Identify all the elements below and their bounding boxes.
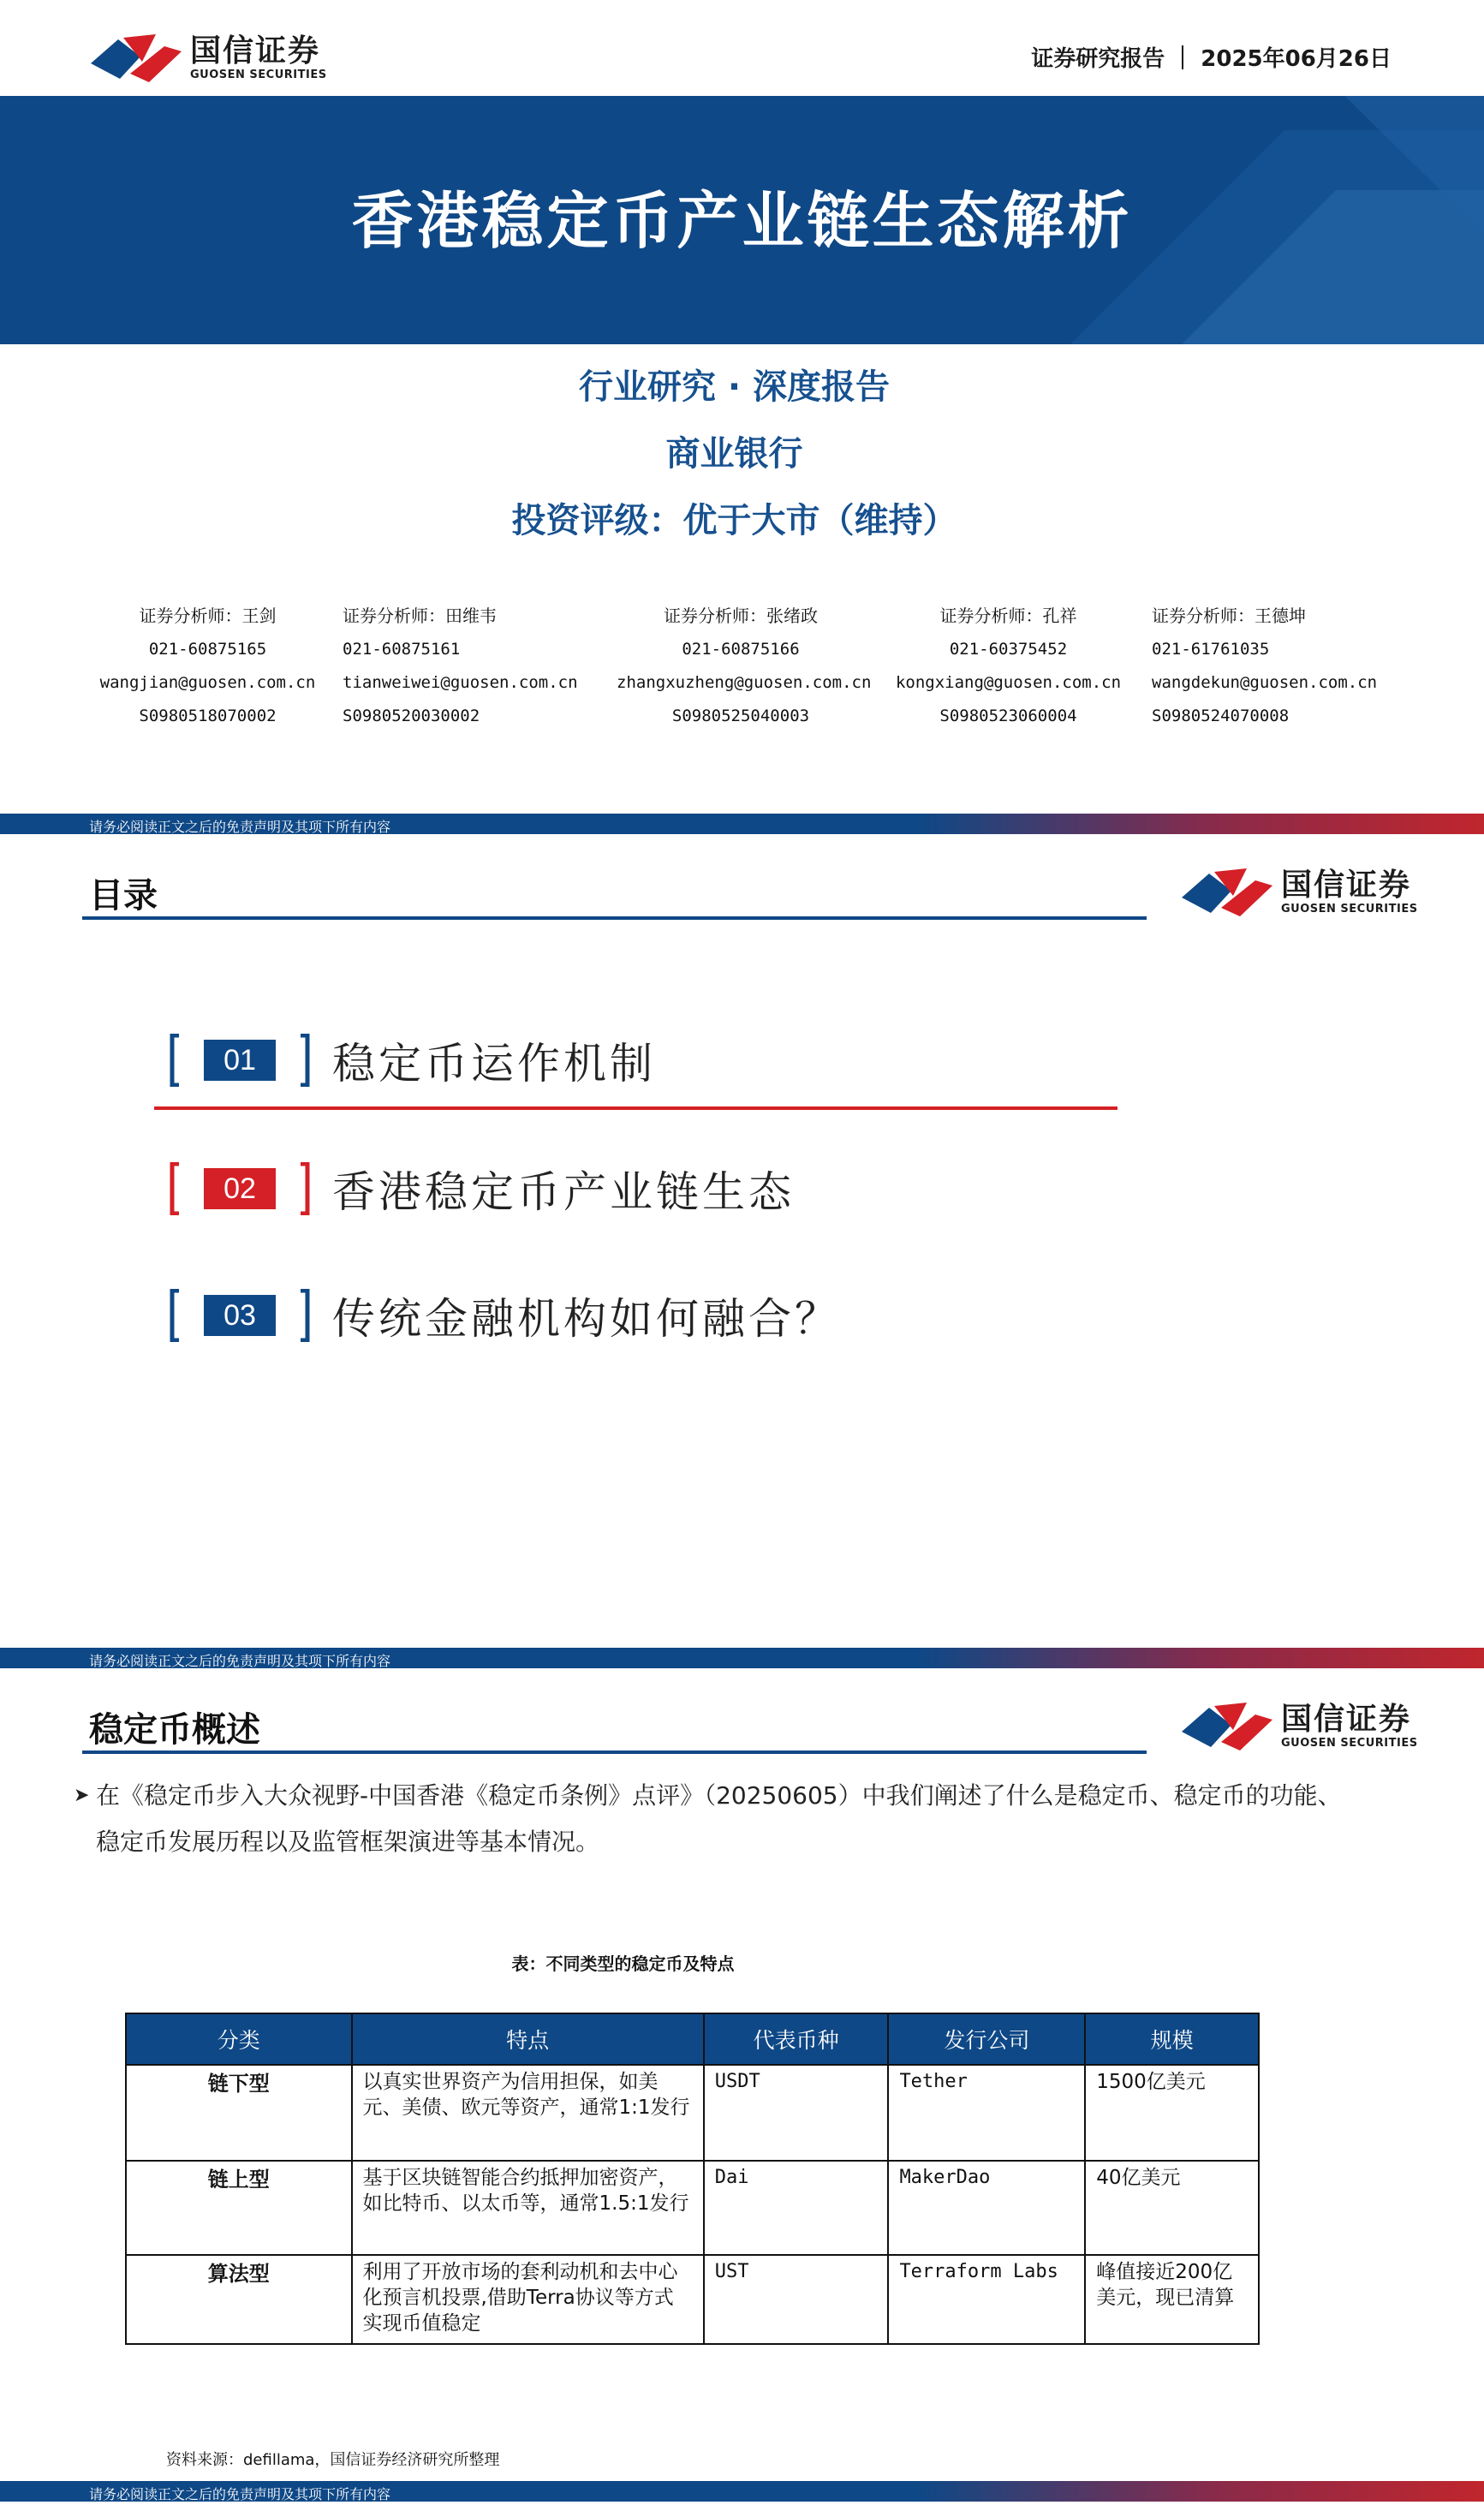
analyst-license: S0980520030002 [343, 707, 480, 725]
analyst-card [94, 599, 321, 733]
toc-label: 稳定币运作机制 [332, 1039, 656, 1088]
analyst-card [617, 599, 872, 733]
analyst-email[interactable]: zhangxuzheng@guosen.com.cn [617, 673, 872, 692]
analyst-card [343, 599, 591, 733]
analyst-phone: 021-60875166 [682, 640, 800, 659]
overview-line-2: 稳定币发展历程以及监管框架演进等基本情况。 [96, 1828, 600, 1856]
table-header-row [126, 2013, 1259, 2065]
logo-name-en: GUOSEN SECURITIES [190, 69, 327, 81]
disclaimer-text: 请务必阅读正文之后的免责声明及其项下所有内容 [89, 1653, 391, 1669]
analyst-license: S0980525040003 [671, 707, 810, 725]
report-category: 行业研究 · 深度报告 [578, 367, 891, 407]
cell-scale: 40亿美元 [1085, 2161, 1259, 2255]
table-caption: 表：不同类型的稳定币及特点 [511, 1953, 735, 1974]
cell-features: 以真实世界资产为信用担保，如美元、美债、欧元等资产，通常1:1发行 [352, 2065, 704, 2161]
logo-name-cn: 国信证券 [190, 33, 321, 69]
cell-scale: 1500亿美元 [1085, 2065, 1259, 2161]
header-scale: 规模 [1085, 2013, 1259, 2065]
overview-line-1: 在《稳定币步入大众视野-中国香港《稳定币条例》点评》（20250605）中我们阐述了什么是稳定币、稳定币的功能、 [96, 1781, 1342, 1810]
cell-features: 利用了开放市场的套利动机和去中心化预言机投票,借助Terra协议等方式实现币值稳定 [352, 2255, 704, 2344]
toc-number: 03 [204, 1295, 276, 1336]
toc-label: 传统金融机构如何融合？ [332, 1294, 841, 1344]
cell-issuer: Terraform Labs [888, 2255, 1085, 2344]
arrow-bullet-icon: ➤ [74, 1785, 90, 1806]
cell-token: USDT [704, 2065, 889, 2161]
logo-name-en: GUOSEN SECURITIES [1281, 903, 1418, 916]
analyst-phone: 021-60875165 [148, 640, 267, 659]
toc-title-underline [82, 916, 1147, 920]
logo-name-cn: 国信证券 [1281, 868, 1412, 903]
report-header [1031, 41, 1392, 73]
analyst-license: S0980524070008 [1152, 707, 1290, 725]
analyst-license: S0980523060004 [939, 707, 1077, 725]
cell-issuer: MakerDao [888, 2161, 1085, 2255]
left-bracket-icon [170, 1034, 180, 1087]
header-token: 代表币种 [704, 2013, 889, 2065]
table-row [126, 2255, 1259, 2344]
logo-name-cn: 国信证券 [1281, 1702, 1412, 1737]
overview-paragraph [74, 1773, 1410, 1865]
report-date: 2025年06月26日 [1201, 46, 1392, 72]
toc-separator [154, 1106, 1117, 1110]
analyst-name: 证券分析师：王德坤 [1152, 605, 1306, 626]
toc-item-3[interactable] [170, 1285, 841, 1346]
brand-logo [89, 31, 327, 86]
disclaimer-text: 请务必阅读正文之后的免责声明及其项下所有内容 [89, 819, 391, 835]
table-row [126, 2065, 1259, 2161]
left-bracket-icon [170, 1162, 180, 1215]
cell-token: Dai [704, 2161, 889, 2255]
header-divider [1182, 45, 1183, 69]
report-type: 证券研究报告 [1031, 46, 1165, 72]
logo-name-en: GUOSEN SECURITIES [1281, 1737, 1418, 1750]
table-source: 资料来源：defillama，国信证券经济研究所整理 [166, 2451, 500, 2469]
overview-title: 稳定币概述 [89, 1710, 260, 1750]
analyst-license: S0980518070002 [139, 707, 277, 725]
brand-logo [1180, 1699, 1418, 1754]
disclaimer-strip [0, 1648, 1484, 1668]
overview-title-underline [82, 1751, 1147, 1754]
analyst-name: 证券分析师：张绪政 [664, 605, 818, 626]
analyst-phone: 021-61761035 [1152, 640, 1270, 659]
analyst-email[interactable]: wangdekun@guosen.com.cn [1152, 673, 1378, 692]
table-row [126, 2161, 1259, 2255]
left-bracket-icon [170, 1289, 180, 1342]
analyst-name: 证券分析师：田维韦 [343, 605, 497, 626]
right-bracket-icon [300, 1289, 310, 1342]
toc-number: 01 [204, 1040, 276, 1081]
toc-label: 香港稳定币产业链生态 [332, 1167, 795, 1217]
toc-item-2[interactable] [170, 1158, 795, 1220]
toc-item-1[interactable] [170, 1029, 656, 1091]
cell-category: 链下型 [126, 2065, 352, 2161]
analyst-card [895, 599, 1122, 733]
analyst-phone: 021-60875161 [343, 640, 461, 659]
report-title: 香港稳定币产业链生态解析 [351, 185, 1133, 257]
analyst-email[interactable]: tianweiwei@guosen.com.cn [343, 673, 578, 692]
disclaimer-text: 请务必阅读正文之后的免责声明及其项下所有内容 [89, 2486, 391, 2502]
investment-rating: 投资评级：优于大市（维持） [511, 501, 957, 540]
report-industry: 商业银行 [665, 434, 803, 474]
header-category: 分类 [126, 2013, 352, 2065]
guosen-logo-icon [89, 31, 185, 86]
guosen-logo-icon [1180, 865, 1276, 920]
header-issuer: 发行公司 [888, 2013, 1085, 2065]
analyst-name: 证券分析师：王剑 [139, 605, 277, 626]
cell-issuer: Tether [888, 2065, 1085, 2161]
guosen-logo-icon [1180, 1699, 1276, 1754]
stablecoin-table [125, 2013, 1260, 2345]
cell-token: UST [704, 2255, 889, 2344]
disclaimer-strip [0, 814, 1484, 834]
analyst-card [1152, 599, 1392, 733]
cell-category: 链上型 [126, 2161, 352, 2255]
cell-features: 基于区块链智能合约抵押加密资产，如比特币、以太币等，通常1.5:1发行 [352, 2161, 704, 2255]
analyst-email[interactable]: kongxiang@guosen.com.cn [895, 673, 1122, 692]
right-bracket-icon [300, 1162, 310, 1215]
analyst-phone: 021-60375452 [949, 640, 1068, 659]
header-features: 特点 [352, 2013, 704, 2065]
disclaimer-strip [0, 2481, 1484, 2502]
title-banner [0, 96, 1484, 344]
analyst-email[interactable]: wangjian@guosen.com.cn [99, 673, 316, 692]
analyst-name: 证券分析师：孔祥 [939, 605, 1077, 626]
brand-logo [1180, 865, 1418, 920]
toc-title: 目录 [89, 876, 158, 916]
cell-scale: 峰值接近200亿美元，现已清算 [1085, 2255, 1259, 2344]
cell-category: 算法型 [126, 2255, 352, 2344]
toc-number: 02 [204, 1168, 276, 1209]
right-bracket-icon [300, 1034, 310, 1087]
